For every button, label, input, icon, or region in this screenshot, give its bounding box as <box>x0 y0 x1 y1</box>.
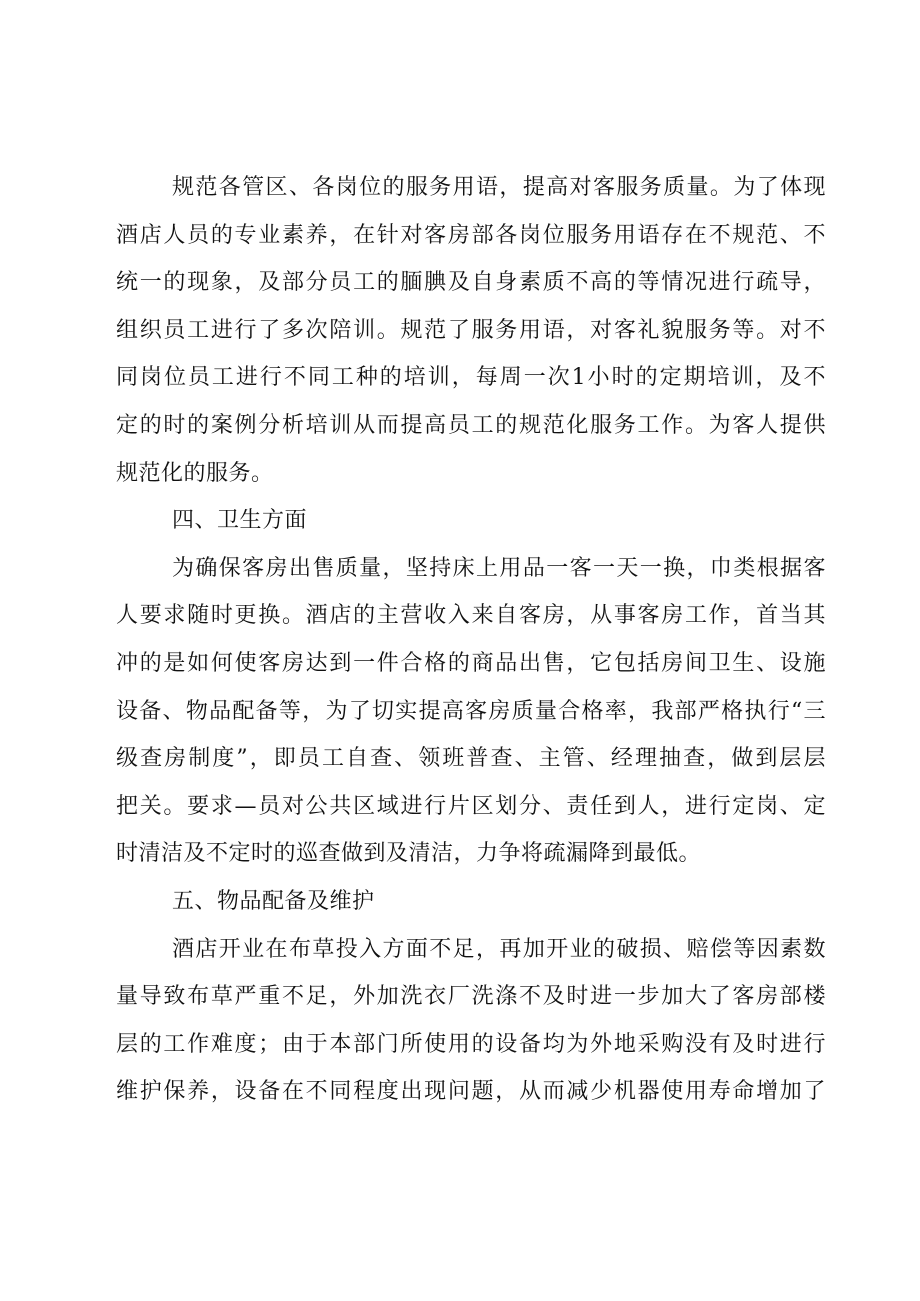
paragraph-line: 规范各管区、各岗位的服务用语，提高对客服务质量。为了体现 <box>172 175 826 200</box>
paragraph-line: 定的时的案例分析培训从而提高员工的规范化服务工作。为客人提供 <box>116 412 826 438</box>
paragraph-line: 酒店人员的专业素养，在针对客房部各岗位服务用语存在不规范、不 <box>116 222 826 248</box>
paragraph-line: 设备、物品配备等，为了切实提高客房质量合格率，我部严格执行“三 <box>116 698 826 724</box>
paragraph-line: 量导致布草严重不足，外加洗衣厂洗涤不及时进一步加大了客房部楼 <box>116 984 826 1010</box>
paragraph-line: 规范化的服务。 <box>116 460 274 486</box>
paragraph-line: 级查房制度”，即员工自查、领班普查、主管、经理抽查，做到层层 <box>116 746 826 772</box>
paragraph-line: 酒店开业在布草投入方面不足，再加开业的破损、赔偿等因素数 <box>172 936 826 962</box>
paragraph-line: 冲的是如何使客房达到一件合格的商品出售，它包括房间卫生、设施 <box>116 650 826 676</box>
paragraph-line: 同岗位员工进行不同工种的培训，每周一次1小时的定期培训，及不 <box>116 365 826 391</box>
paragraph-line: 层的工作难度；由于本部门所使用的设备均为外地采购没有及时进行 <box>116 1031 826 1057</box>
paragraph-line: 为确保客房出售质量，坚持床上用品一客一天一换，巾类根据客 <box>172 555 826 581</box>
paragraph-line: 人要求随时更换。酒店的主营收入来自客房，从事客房工作，首当其 <box>116 603 826 629</box>
paragraph-line: 把关。要求—员对公共区域进行片区划分、责任到人，进行定岗、定 <box>116 793 826 819</box>
section-heading: 四、卫生方面 <box>172 508 308 534</box>
document-body <box>116 168 826 1120</box>
paragraph-line: 维护保养，设备在不同程度出现问题，从而减少机器使用寿命增加了 <box>116 1079 826 1105</box>
paragraph-line: 时清洁及不定时的巡查做到及清洁，力争将疏漏降到最低。 <box>116 841 702 867</box>
section-heading: 五、物品配备及维护 <box>172 888 375 914</box>
paragraph-line: 统一的现象，及部分员工的腼腆及自身素质不高的等情况进行疏导， <box>116 270 826 296</box>
paragraph-line: 组织员工进行了多次陪训。规范了服务用语，对客礼貌服务等。对不 <box>116 317 826 343</box>
